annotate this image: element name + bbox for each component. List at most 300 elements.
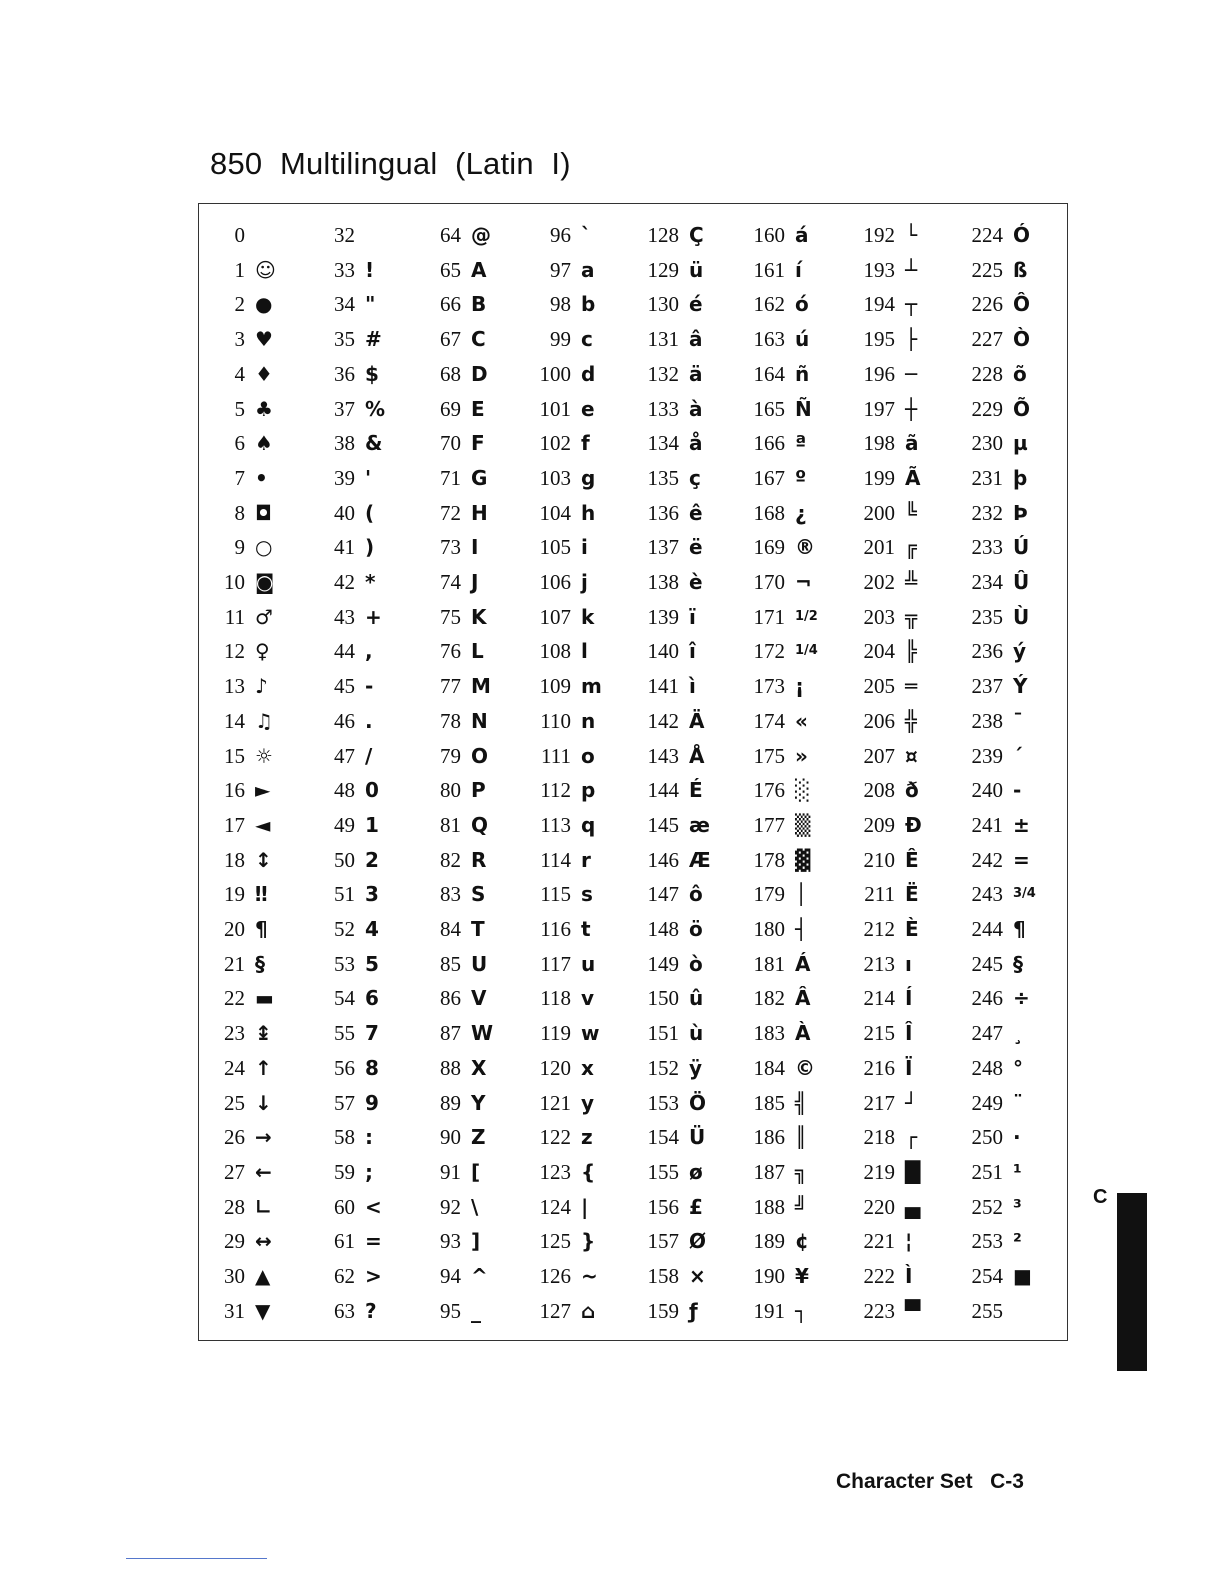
character-row bbox=[643, 357, 753, 392]
character-code: 178 bbox=[753, 847, 785, 872]
character-glyph: § bbox=[1013, 951, 1023, 976]
character-code: 242 bbox=[971, 847, 1003, 872]
character-row bbox=[431, 773, 541, 808]
character-glyph: ▬ bbox=[255, 986, 274, 1011]
character-code: 148 bbox=[647, 917, 679, 941]
character-row bbox=[643, 496, 753, 531]
character-glyph: f bbox=[581, 431, 590, 456]
character-code: 116 bbox=[540, 917, 571, 941]
character-glyph: ╬ bbox=[905, 708, 918, 733]
character-code: 78 bbox=[440, 708, 461, 733]
character-row bbox=[431, 1190, 541, 1225]
character-row bbox=[859, 877, 969, 912]
character-row bbox=[535, 1016, 645, 1051]
character-code: 54 bbox=[334, 986, 355, 1011]
character-glyph: Ã bbox=[905, 465, 921, 490]
character-row bbox=[221, 600, 331, 635]
page-title: 850 Multilingual (Latin I) bbox=[210, 146, 571, 181]
character-glyph: Ú bbox=[1013, 535, 1030, 560]
character-glyph: W bbox=[471, 1021, 494, 1046]
character-row bbox=[749, 600, 859, 635]
character-row bbox=[325, 426, 435, 461]
character-row bbox=[325, 496, 435, 531]
character-glyph: Ñ bbox=[795, 396, 812, 421]
character-glyph: J bbox=[471, 570, 479, 594]
character-row bbox=[749, 1259, 859, 1294]
character-glyph: ┌ bbox=[905, 1125, 918, 1150]
character-code: 195 bbox=[863, 327, 895, 352]
character-row bbox=[749, 357, 859, 392]
character-glyph: 8 bbox=[365, 1055, 379, 1080]
character-glyph: ý bbox=[1013, 639, 1027, 664]
character-row bbox=[535, 496, 645, 531]
character-code: 208 bbox=[863, 778, 895, 803]
character-row bbox=[859, 808, 969, 843]
character-code: 211 bbox=[864, 882, 895, 907]
character-code: 124 bbox=[539, 1194, 571, 1219]
character-row bbox=[431, 1016, 541, 1051]
character-row bbox=[643, 947, 753, 982]
character-glyph: Ò bbox=[1013, 327, 1031, 352]
character-row bbox=[431, 392, 541, 427]
character-code: 154 bbox=[647, 1125, 679, 1150]
character-glyph: Ü bbox=[689, 1125, 706, 1150]
character-row bbox=[431, 947, 541, 982]
character-code: 108 bbox=[539, 639, 571, 664]
character-code: 210 bbox=[863, 847, 895, 872]
character-glyph: ╝ bbox=[795, 1194, 808, 1219]
character-row bbox=[967, 634, 1077, 669]
character-row bbox=[643, 600, 753, 635]
character-row bbox=[859, 1294, 969, 1329]
character-glyph: ã bbox=[905, 431, 919, 456]
character-row bbox=[535, 634, 645, 669]
character-glyph: └ bbox=[905, 223, 918, 247]
character-row bbox=[431, 1086, 541, 1121]
character-row bbox=[431, 530, 541, 565]
character-row bbox=[431, 1224, 541, 1259]
character-glyph: ø bbox=[689, 1159, 703, 1184]
character-code: 4 bbox=[234, 361, 245, 386]
character-glyph: ô bbox=[689, 882, 703, 907]
character-row bbox=[749, 218, 859, 253]
character-code: 136 bbox=[647, 500, 679, 525]
character-row bbox=[221, 1224, 331, 1259]
character-glyph: ○ bbox=[255, 535, 273, 560]
character-glyph: ↨ bbox=[255, 1021, 272, 1046]
character-glyph: ╔ bbox=[905, 535, 918, 560]
character-glyph: P bbox=[471, 778, 486, 803]
character-glyph: _ bbox=[471, 1298, 481, 1323]
character-row bbox=[535, 739, 645, 774]
character-row bbox=[967, 1120, 1077, 1155]
character-code: 128 bbox=[647, 223, 679, 247]
character-glyph: £ bbox=[689, 1194, 703, 1219]
character-code: 21 bbox=[224, 951, 245, 976]
character-glyph: ╩ bbox=[905, 570, 918, 594]
character-row bbox=[967, 1155, 1077, 1190]
character-code: 69 bbox=[440, 396, 461, 421]
character-code: 87 bbox=[440, 1021, 461, 1046]
character-glyph: ♀ bbox=[255, 639, 270, 664]
character-row bbox=[967, 322, 1077, 357]
character-row bbox=[859, 1120, 969, 1155]
character-row bbox=[431, 600, 541, 635]
character-row bbox=[643, 739, 753, 774]
character-code: 198 bbox=[863, 431, 895, 456]
character-glyph: 1 bbox=[365, 812, 379, 837]
character-code: 223 bbox=[863, 1298, 895, 1323]
character-code: 33 bbox=[334, 257, 355, 282]
character-row bbox=[967, 253, 1077, 288]
character-glyph: Ð bbox=[905, 812, 922, 837]
character-code: 150 bbox=[647, 986, 679, 1011]
character-glyph: ☼ bbox=[255, 743, 273, 768]
character-glyph: , bbox=[365, 639, 373, 664]
character-row bbox=[643, 704, 753, 739]
character-row bbox=[325, 600, 435, 635]
character-row bbox=[859, 1086, 969, 1121]
character-code: 241 bbox=[971, 812, 1003, 837]
character-row bbox=[221, 1294, 331, 1329]
character-code: 96 bbox=[550, 223, 571, 247]
character-row bbox=[325, 947, 435, 982]
character-row bbox=[535, 218, 645, 253]
character-code: 151 bbox=[647, 1021, 679, 1046]
character-code: 42 bbox=[334, 570, 355, 594]
character-row bbox=[221, 287, 331, 322]
character-row bbox=[325, 843, 435, 878]
character-glyph: ƒ bbox=[689, 1298, 698, 1323]
character-code: 227 bbox=[971, 327, 1003, 352]
character-row bbox=[859, 357, 969, 392]
character-glyph: q bbox=[581, 812, 596, 837]
character-code: 250 bbox=[971, 1125, 1003, 1150]
character-row bbox=[221, 1259, 331, 1294]
character-row bbox=[643, 218, 753, 253]
character-glyph: Ç bbox=[689, 223, 704, 247]
character-code: 114 bbox=[540, 847, 571, 872]
character-row bbox=[643, 981, 753, 1016]
character-code: 238 bbox=[971, 708, 1003, 733]
character-row bbox=[749, 1016, 859, 1051]
character-code: 29 bbox=[224, 1229, 245, 1254]
character-code: 203 bbox=[863, 604, 895, 629]
character-row bbox=[643, 843, 753, 878]
character-row bbox=[967, 1016, 1077, 1051]
character-row bbox=[431, 287, 541, 322]
character-code: 147 bbox=[647, 882, 679, 907]
character-code: 74 bbox=[440, 570, 461, 594]
character-glyph: ♫ bbox=[255, 708, 273, 733]
character-glyph: ö bbox=[689, 917, 703, 941]
character-glyph: 1/4 bbox=[795, 643, 818, 659]
character-row bbox=[535, 1190, 645, 1225]
character-row bbox=[643, 1051, 753, 1086]
character-row bbox=[325, 287, 435, 322]
character-row bbox=[749, 877, 859, 912]
character-glyph: ¿ bbox=[795, 500, 807, 525]
character-glyph: ! bbox=[365, 257, 375, 282]
character-glyph: 4 bbox=[365, 917, 379, 941]
character-code: 168 bbox=[753, 500, 785, 525]
character-glyph: å bbox=[689, 431, 703, 456]
character-row bbox=[643, 253, 753, 288]
character-code: 246 bbox=[971, 986, 1003, 1011]
character-columns bbox=[199, 204, 1067, 1340]
character-row bbox=[859, 1224, 969, 1259]
character-row bbox=[967, 426, 1077, 461]
character-row bbox=[749, 912, 859, 947]
character-row bbox=[431, 218, 541, 253]
character-glyph: © bbox=[795, 1055, 815, 1080]
character-code: 86 bbox=[440, 986, 461, 1011]
character-code: 95 bbox=[440, 1298, 461, 1323]
character-glyph: ▀ bbox=[905, 1298, 921, 1323]
character-code: 234 bbox=[971, 570, 1003, 594]
character-row bbox=[325, 704, 435, 739]
character-code: 158 bbox=[647, 1264, 679, 1288]
character-glyph: - bbox=[1013, 778, 1022, 803]
character-glyph: É bbox=[689, 778, 703, 803]
character-code: 224 bbox=[971, 223, 1003, 247]
character-code: 193 bbox=[863, 257, 895, 282]
character-glyph: A bbox=[471, 257, 487, 282]
character-row bbox=[221, 461, 331, 496]
character-code: 63 bbox=[334, 1298, 355, 1323]
character-row bbox=[749, 1120, 859, 1155]
character-glyph: V bbox=[471, 986, 487, 1011]
character-code: 196 bbox=[863, 361, 895, 386]
character-code: 57 bbox=[334, 1090, 355, 1115]
character-code: 37 bbox=[334, 396, 355, 421]
character-row bbox=[859, 253, 969, 288]
character-glyph: à bbox=[689, 396, 703, 421]
character-glyph: ³ bbox=[1013, 1194, 1022, 1219]
character-code: 46 bbox=[334, 708, 355, 733]
character-code: 117 bbox=[540, 951, 571, 976]
character-code: 39 bbox=[334, 465, 355, 490]
character-code: 212 bbox=[863, 917, 895, 941]
character-row bbox=[325, 1155, 435, 1190]
character-glyph: ╗ bbox=[795, 1159, 808, 1184]
character-code: 59 bbox=[334, 1159, 355, 1184]
character-code: 229 bbox=[971, 396, 1003, 421]
character-row bbox=[967, 1190, 1077, 1225]
character-code: 90 bbox=[440, 1125, 461, 1150]
character-glyph: r bbox=[581, 847, 591, 872]
character-code: 244 bbox=[971, 917, 1003, 941]
character-code: 152 bbox=[647, 1055, 679, 1080]
character-glyph: F bbox=[471, 431, 485, 456]
character-glyph: 7 bbox=[365, 1021, 379, 1046]
character-code: 240 bbox=[971, 778, 1003, 803]
character-code: 119 bbox=[540, 1021, 571, 1046]
character-glyph: E bbox=[471, 396, 485, 421]
section-tab-letter: C bbox=[1093, 1186, 1108, 1208]
section-tab-bar bbox=[1117, 1193, 1147, 1371]
character-code: 62 bbox=[334, 1264, 355, 1288]
character-glyph: ì bbox=[689, 674, 696, 699]
character-glyph: ← bbox=[255, 1159, 272, 1184]
character-row bbox=[221, 530, 331, 565]
character-code: 145 bbox=[647, 812, 679, 837]
character-row bbox=[221, 322, 331, 357]
character-row bbox=[431, 1155, 541, 1190]
character-code: 132 bbox=[647, 361, 679, 386]
character-row bbox=[535, 1155, 645, 1190]
character-code: 206 bbox=[863, 708, 895, 733]
character-glyph: · bbox=[1013, 1125, 1021, 1150]
character-glyph: 9 bbox=[365, 1090, 379, 1115]
character-code: 236 bbox=[971, 639, 1003, 664]
character-code: 121 bbox=[539, 1090, 571, 1115]
character-glyph: Û bbox=[1013, 570, 1030, 594]
character-glyph: ↕ bbox=[255, 847, 272, 872]
character-row bbox=[859, 1016, 969, 1051]
character-glyph: u bbox=[581, 951, 596, 976]
character-code: 9 bbox=[234, 535, 245, 560]
character-code: 85 bbox=[440, 951, 461, 976]
character-table bbox=[198, 203, 1068, 1341]
character-row bbox=[431, 1051, 541, 1086]
character-glyph: Q bbox=[471, 812, 489, 837]
character-row bbox=[643, 1086, 753, 1121]
character-glyph: ° bbox=[1013, 1055, 1023, 1080]
character-code: 104 bbox=[539, 500, 571, 525]
character-code: 155 bbox=[647, 1159, 679, 1184]
character-code: 15 bbox=[224, 743, 245, 768]
character-glyph: ▼ bbox=[255, 1298, 271, 1323]
character-row bbox=[535, 426, 645, 461]
character-code: 131 bbox=[647, 327, 679, 352]
character-code: 92 bbox=[440, 1194, 461, 1219]
character-glyph: ┐ bbox=[795, 1298, 808, 1323]
character-row bbox=[643, 392, 753, 427]
character-code: 179 bbox=[753, 882, 785, 907]
character-row bbox=[859, 392, 969, 427]
character-glyph: ÿ bbox=[689, 1055, 703, 1080]
character-row bbox=[221, 426, 331, 461]
character-glyph: ● bbox=[255, 292, 273, 317]
character-row bbox=[325, 392, 435, 427]
character-glyph: Ô bbox=[1013, 292, 1031, 317]
character-code: 143 bbox=[647, 743, 679, 768]
character-code: 99 bbox=[550, 327, 571, 352]
character-row bbox=[643, 634, 753, 669]
character-row bbox=[749, 426, 859, 461]
character-glyph: ¦ bbox=[905, 1229, 913, 1254]
character-glyph: T bbox=[471, 917, 485, 941]
character-row bbox=[325, 1120, 435, 1155]
character-glyph: % bbox=[365, 396, 386, 421]
character-glyph: $ bbox=[365, 361, 379, 386]
character-glyph: µ bbox=[1013, 431, 1028, 456]
character-row bbox=[643, 426, 753, 461]
character-row bbox=[325, 322, 435, 357]
character-row bbox=[535, 322, 645, 357]
character-code: 22 bbox=[224, 986, 245, 1011]
character-glyph: - bbox=[365, 674, 374, 699]
character-code: 56 bbox=[334, 1055, 355, 1080]
character-glyph: ╚ bbox=[905, 500, 918, 525]
character-glyph: @ bbox=[471, 223, 491, 247]
character-row bbox=[967, 1051, 1077, 1086]
character-code: 89 bbox=[440, 1090, 461, 1115]
character-glyph: ║ bbox=[795, 1125, 808, 1150]
character-row bbox=[859, 218, 969, 253]
character-code: 43 bbox=[334, 604, 355, 629]
character-row bbox=[431, 1120, 541, 1155]
character-glyph: ♪ bbox=[255, 674, 268, 699]
character-row bbox=[221, 218, 331, 253]
character-glyph: ' bbox=[365, 465, 372, 490]
character-glyph: ^ bbox=[471, 1264, 488, 1288]
character-code: 157 bbox=[647, 1229, 679, 1254]
character-code: 142 bbox=[647, 708, 679, 733]
character-glyph: ↓ bbox=[255, 1090, 272, 1115]
character-code: 219 bbox=[863, 1159, 895, 1184]
character-code: 109 bbox=[539, 674, 571, 699]
character-row bbox=[859, 912, 969, 947]
character-code: 126 bbox=[539, 1264, 571, 1288]
character-code: 225 bbox=[971, 257, 1003, 282]
character-row bbox=[749, 981, 859, 1016]
character-row bbox=[749, 461, 859, 496]
character-glyph: s bbox=[581, 882, 593, 907]
character-glyph: y bbox=[581, 1090, 595, 1115]
character-code: 161 bbox=[753, 257, 785, 282]
character-code: 93 bbox=[440, 1229, 461, 1254]
character-code: 180 bbox=[753, 917, 785, 941]
character-code: 149 bbox=[647, 951, 679, 976]
character-row bbox=[535, 1120, 645, 1155]
character-row bbox=[325, 461, 435, 496]
character-glyph: . bbox=[365, 708, 373, 733]
character-glyph: w bbox=[581, 1021, 600, 1046]
character-row bbox=[967, 287, 1077, 322]
character-row bbox=[749, 808, 859, 843]
character-code: 207 bbox=[863, 743, 895, 768]
character-row bbox=[325, 218, 435, 253]
character-code: 34 bbox=[334, 292, 355, 317]
character-row bbox=[749, 1086, 859, 1121]
character-row bbox=[431, 357, 541, 392]
character-code: 130 bbox=[647, 292, 679, 317]
character-row bbox=[535, 808, 645, 843]
character-row bbox=[535, 530, 645, 565]
character-row bbox=[749, 669, 859, 704]
character-row bbox=[325, 739, 435, 774]
character-glyph: ☺ bbox=[255, 257, 276, 282]
character-glyph: ? bbox=[365, 1298, 377, 1323]
character-code: 189 bbox=[753, 1229, 785, 1254]
character-row bbox=[967, 1294, 1077, 1329]
character-row bbox=[749, 634, 859, 669]
character-row bbox=[325, 877, 435, 912]
character-row bbox=[859, 981, 969, 1016]
character-code: 5 bbox=[234, 396, 245, 421]
character-code: 169 bbox=[753, 535, 785, 560]
character-code: 230 bbox=[971, 431, 1003, 456]
character-code: 112 bbox=[540, 778, 571, 803]
character-glyph: p bbox=[581, 778, 596, 803]
character-row bbox=[967, 843, 1077, 878]
character-code: 204 bbox=[863, 639, 895, 664]
character-code: 163 bbox=[753, 327, 785, 352]
character-code: 71 bbox=[440, 465, 461, 490]
character-code: 156 bbox=[647, 1194, 679, 1219]
